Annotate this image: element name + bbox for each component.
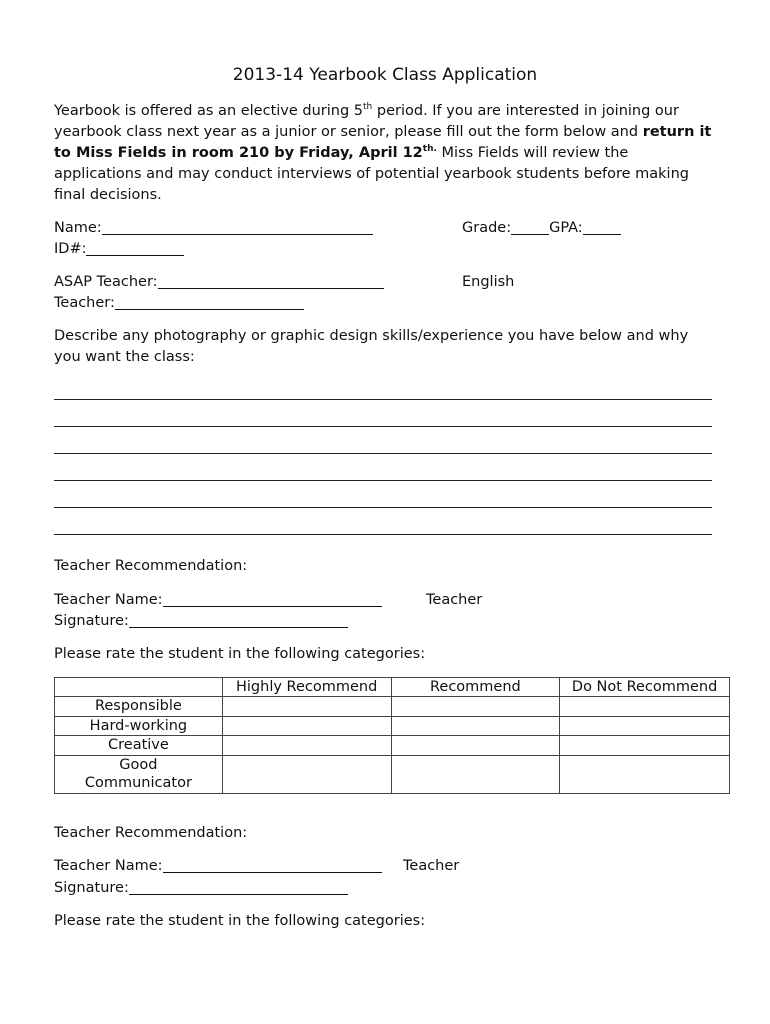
rating-cell[interactable] [560, 716, 730, 736]
describe-prompt: Describe any photography or graphic design skills/experience you have below and why you want the class: [54, 328, 689, 365]
table-corner-cell [55, 678, 223, 697]
asap-teacher-field[interactable] [158, 274, 384, 289]
row-label: Responsible [55, 697, 223, 717]
row-label: Creative [55, 736, 223, 756]
rating-cell[interactable] [560, 697, 730, 717]
page-title: 2013-14 Yearbook Class Application [232, 65, 538, 85]
writing-line[interactable] [54, 480, 712, 481]
english-teacher-label: Teacher: [54, 295, 115, 311]
grade-gpa-row [462, 218, 621, 239]
english-teacher-field[interactable] [115, 295, 304, 310]
asap-row [54, 272, 384, 293]
teacher-name-label: Teacher Name: [54, 858, 163, 874]
signature-label: Signature: [54, 880, 129, 896]
rate-prompt: Please rate the student in the following categories: [54, 646, 426, 662]
teacher-label: Teacher [426, 592, 483, 608]
gpa-field[interactable] [583, 220, 621, 235]
writing-line[interactable] [54, 453, 712, 454]
english-label: English [462, 274, 515, 290]
signature-row [54, 611, 348, 632]
writing-line[interactable] [54, 507, 712, 508]
teacher-name-field[interactable] [163, 858, 382, 873]
rate-prompt: Please rate the student in the following categories: [54, 913, 426, 929]
teacher-name-row [54, 590, 382, 611]
gpa-label: GPA: [549, 220, 583, 236]
rating-cell[interactable] [222, 697, 391, 717]
rating-cell[interactable] [222, 736, 391, 756]
id-label: ID#: [54, 241, 87, 257]
table-row [55, 697, 730, 717]
name-row [54, 218, 373, 239]
rating-cell[interactable] [391, 697, 560, 717]
id-field[interactable] [86, 241, 184, 256]
signature-label: Signature: [54, 613, 129, 629]
grade-field[interactable] [511, 220, 549, 235]
table-row [55, 755, 730, 793]
column-header: Recommend [391, 678, 560, 697]
rating-cell[interactable] [560, 736, 730, 756]
signature-row [54, 878, 348, 899]
rating-table [54, 677, 730, 794]
table-row [55, 716, 730, 736]
rating-cell[interactable] [391, 716, 560, 736]
writing-line[interactable] [54, 426, 712, 427]
row-label: Hard-working [55, 716, 223, 736]
column-header: Highly Recommend [222, 678, 391, 697]
rating-cell[interactable] [391, 755, 560, 793]
name-label: Name: [54, 220, 102, 236]
teacher-name-label: Teacher Name: [54, 592, 163, 608]
teacher-label: Teacher [403, 858, 460, 874]
intro-text-3: Miss Fields will review the applications and may conduct interviews of potential yearbook students before making final decisions. [54, 145, 689, 203]
teacher-name-row [54, 856, 382, 877]
intro-deadline: return it to Miss Fields in room 210 by Friday, April 12 [54, 124, 712, 161]
recommendation-heading: Teacher Recommendation: [54, 825, 248, 841]
id-row [54, 239, 184, 260]
english-teacher-row [54, 293, 304, 314]
grade-label: Grade: [462, 220, 512, 236]
teacher-name-field[interactable] [163, 592, 382, 607]
intro-sup-1: th [363, 102, 373, 112]
row-label-text: Good Communicator [84, 756, 192, 791]
asap-teacher-label: ASAP Teacher: [54, 274, 158, 290]
signature-field[interactable] [129, 613, 348, 628]
intro-sup-2: th. [422, 144, 437, 154]
recommendation-heading: Teacher Recommendation: [54, 558, 248, 574]
rating-cell[interactable] [222, 755, 391, 793]
rating-cell[interactable] [560, 755, 730, 793]
table-row [55, 736, 730, 756]
name-field[interactable] [102, 220, 373, 235]
rating-cell[interactable] [222, 716, 391, 736]
rating-cell[interactable] [391, 736, 560, 756]
signature-field[interactable] [129, 880, 348, 895]
row-label [55, 755, 223, 793]
writing-line[interactable] [54, 534, 712, 535]
intro-text-2: period. If you are interested in joining our yearbook class next year as a junior or senior, please fill out the form below and [54, 103, 679, 140]
writing-line[interactable] [54, 399, 712, 400]
table-header-row [55, 678, 730, 697]
intro-paragraph [54, 101, 719, 206]
column-header: Do Not Recommend [560, 678, 730, 697]
intro-text-1: Yearbook is offered as an elective during 5 [54, 103, 364, 119]
